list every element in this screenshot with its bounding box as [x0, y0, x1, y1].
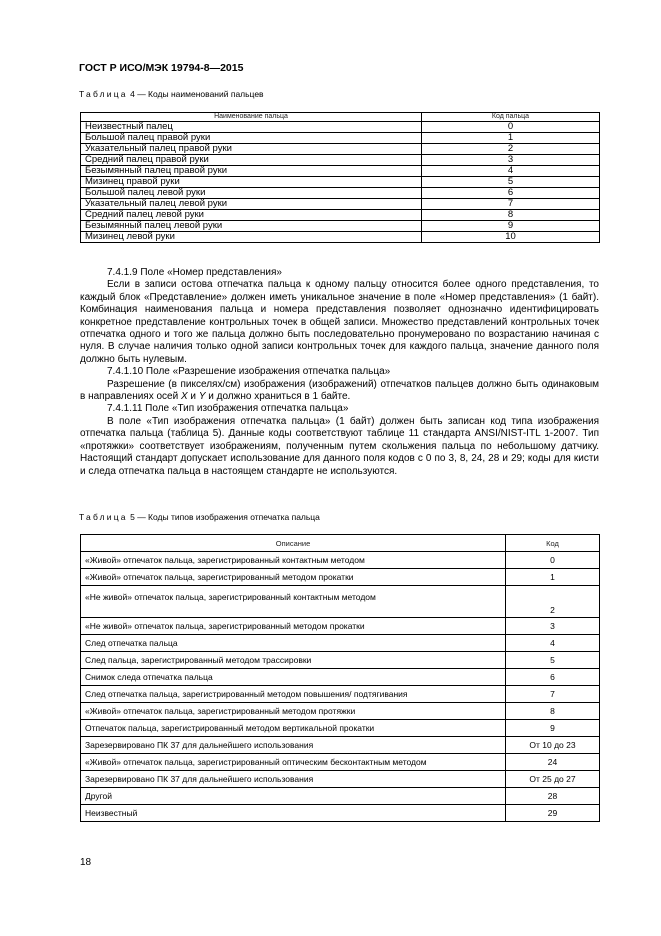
row-code: 7 [506, 686, 600, 703]
row-code: 7 [422, 199, 600, 210]
row-desc: Зарезервировано ПК 37 для дальнейшего использования [81, 771, 506, 788]
row-code: 1 [506, 569, 600, 586]
table-row [81, 210, 600, 221]
row-code: 1 [422, 133, 600, 144]
p2-part-c: и должно храниться в 1 байте. [205, 391, 351, 403]
row-code: 29 [506, 805, 600, 822]
table5-header-code: Код [506, 535, 600, 552]
row-name: Средний палец правой руки [81, 155, 422, 166]
table-row [81, 232, 600, 243]
row-desc: Неизвестный [81, 805, 506, 822]
row-code: 5 [506, 652, 600, 669]
table-row [81, 199, 600, 210]
page-number: 18 [80, 857, 92, 868]
row-code: 5 [422, 177, 600, 188]
table-row [81, 754, 600, 771]
section-heading-7-4-1-11: 7.4.1.11 Поле «Тип изображения отпечатка пальца» [107, 403, 349, 415]
row-code: 9 [422, 221, 600, 232]
axis-y: Y [198, 391, 206, 403]
axis-x: X [180, 391, 188, 403]
row-code: 10 [422, 232, 600, 243]
table-row [81, 586, 600, 618]
row-desc: «Живой» отпечаток пальца, зарегистрированный методом протяжки [81, 703, 506, 720]
row-code: От 10 до 23 [506, 737, 600, 754]
row-code: 0 [422, 122, 600, 133]
row-desc: «Живой» отпечаток пальца, зарегистрированный методом прокатки [81, 569, 506, 586]
table5-header-desc: Описание [81, 535, 506, 552]
table-row [81, 569, 600, 586]
row-name: Большой палец правой руки [81, 133, 422, 144]
row-name: Указательный палец правой руки [81, 144, 422, 155]
row-desc: «Не живой» отпечаток пальца, зарегистрированный методом прокатки [81, 618, 506, 635]
table-row [81, 144, 600, 155]
row-desc: Зарезервировано ПК 37 для дальнейшего использования [81, 737, 506, 754]
row-code: 9 [506, 720, 600, 737]
row-desc: След отпечатка пальца [81, 635, 506, 652]
table-row [81, 177, 600, 188]
table-row [81, 652, 600, 669]
table5-caption-prefix: Таблица [79, 512, 128, 522]
table-row [81, 122, 600, 133]
image-type-codes-table [80, 534, 600, 822]
row-name: Указательный палец левой руки [81, 199, 422, 210]
p2-part-b: и [187, 391, 199, 403]
table4-body [81, 122, 600, 243]
body-text [80, 267, 599, 478]
row-code: 3 [506, 618, 600, 635]
row-name: Безымянный палец левой руки [81, 221, 422, 232]
row-code: 3 [422, 155, 600, 166]
row-desc: «Живой» отпечаток пальца, зарегистрированный контактным методом [81, 552, 506, 569]
table-row [81, 703, 600, 720]
row-code: 6 [422, 188, 600, 199]
row-code: От 25 до 27 [506, 771, 600, 788]
section-heading-7-4-1-10: 7.4.1.10 Поле «Разрешение изображения отпечатка пальца» [107, 366, 391, 378]
paragraph-image-resolution [80, 379, 599, 404]
table-row [81, 635, 600, 652]
table-row [81, 221, 600, 232]
row-name: Средний палец левой руки [81, 210, 422, 221]
table-row [81, 618, 600, 635]
row-code: 2 [422, 144, 600, 155]
table-row [81, 686, 600, 703]
row-desc: Отпечаток пальца, зарегистрированный методом вертикальной прокатки [81, 720, 506, 737]
table4-caption [79, 89, 264, 99]
row-desc: След отпечатка пальца, зарегистрированный методом повышения/ подтягивания [81, 686, 506, 703]
table-row [81, 737, 600, 754]
section-heading-7-4-1-9: 7.4.1.9 Поле «Номер представления» [107, 267, 282, 278]
table-row [81, 771, 600, 788]
row-name: Безымянный палец правой руки [81, 166, 422, 177]
row-code: 8 [506, 703, 600, 720]
finger-codes-table [80, 112, 600, 243]
document-header: ГОСТ Р ИСО/МЭК 19794-8—2015 [79, 62, 244, 74]
row-code: 24 [506, 754, 600, 771]
row-desc: След пальца, зарегистрированный методом трассировки [81, 652, 506, 669]
row-name: Мизинец левой руки [81, 232, 422, 243]
table4-header-name: Наименование пальца [81, 113, 422, 122]
row-code: 4 [506, 635, 600, 652]
paragraph-image-type: В поле «Тип изображения отпечатка пальца» (1 байт) должен быть записан код типа изображения отпечатка пальца (таблица 5). Данные коды соответствуют таблице 11 стандарта ANSI/NIST-ITL 1-2007. Тип «протяжки» соответствует изображениям, полученным путем скольжения пальца по небольшому датчику. Настоящий стандарт допускает использование для данного поля кодов с 0 по 3, 8, 24, 28 и 29; коды для кисти и следа отпечатка пальца в настоящем стандарте не используются. [80, 415, 599, 477]
paragraph-representation-number: Если в записи остова отпечатка пальца к одному пальцу относится более одного представления, то каждый блок «Представление» должен иметь уникальное значение в поле «Номер представления» (1 байт). Комбинация наименования пальца и номера представления позволяет однозначно идентифицировать конкретное представление контрольных точек в общей записи. Множество представлений контрольных точек отпечатка одного и того же пальца должно быть последовательно пронумеровано по возрастанию начиная с нуля. В случае наличия только одной записи контрольных точек для каждого пальца, значение данного поля должно быть нулевым. [80, 279, 599, 365]
p2-part-a: Разрешение (в пикселях/см) изображения (изображений) отпечатков пальцев должно быть одинаковым в направлениях осей [80, 378, 599, 403]
table-row [81, 155, 600, 166]
table-row [81, 552, 600, 569]
table5-caption-text: 5 — Коды типов изображения отпечатка пальца [130, 512, 320, 522]
table-row [81, 805, 600, 822]
table4-header-code: Код пальца [422, 113, 600, 122]
row-code: 4 [422, 166, 600, 177]
table-row [81, 720, 600, 737]
row-name: Большой палец левой руки [81, 188, 422, 199]
table-row [81, 133, 600, 144]
row-name: Мизинец правой руки [81, 177, 422, 188]
row-code: 8 [422, 210, 600, 221]
row-code: 0 [506, 552, 600, 569]
row-desc: «Живой» отпечаток пальца, зарегистрированный оптическим бесконтактным методом [81, 754, 506, 771]
row-desc: Снимок следа отпечатка пальца [81, 669, 506, 686]
table5-body [81, 552, 600, 822]
table-row [81, 669, 600, 686]
row-code: 2 [506, 586, 600, 618]
table-row [81, 166, 600, 177]
row-desc: «Не живой» отпечаток пальца, зарегистрированный контактным методом [81, 586, 506, 618]
table5-caption [79, 512, 320, 522]
row-name: Неизвестный палец [81, 122, 422, 133]
row-desc: Другой [81, 788, 506, 805]
table-row [81, 788, 600, 805]
table-row [81, 188, 600, 199]
table4-caption-text: 4 — Коды наименований пальцев [130, 89, 264, 99]
row-code: 28 [506, 788, 600, 805]
table4-caption-prefix: Таблица [79, 89, 128, 99]
row-code: 6 [506, 669, 600, 686]
